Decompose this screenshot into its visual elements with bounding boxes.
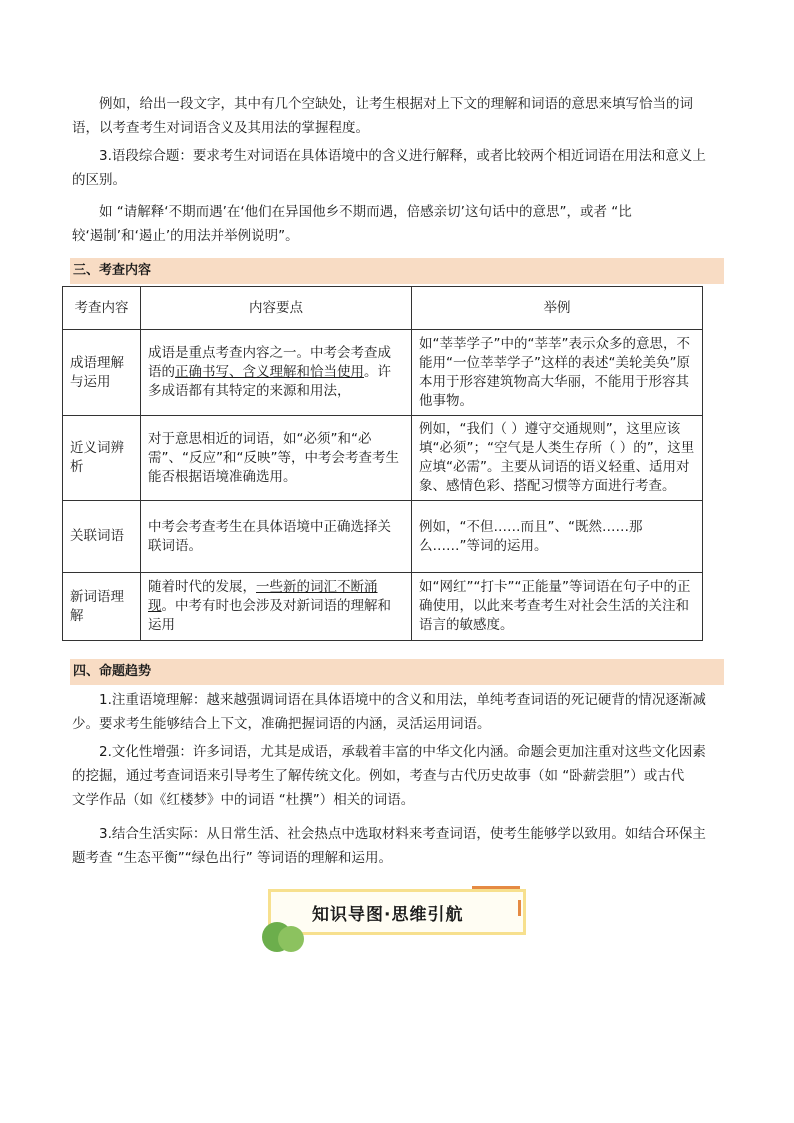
banner-title: 知识导图·思维引航 [312,905,464,925]
table-row [63,416,703,501]
header-cell: 考查内容 [63,287,141,330]
row-example: 例如，“我们（ ）遵守交通规则”，这里应该填“必须”；“空气是人类生存所（ ）的”，这里应填“必需”。主要从词语的语义轻重、适用对象、感情色彩、搭配习惯等方面进行考查。 [412,416,703,501]
trend-paragraph-2: 2.文化性增强：许多词语，尤其是成语，承载着丰富的中华文化内涵。命题会更加注重对这些文化因素 的挖掘，通过考查词语来引导考生了解传统文化。例如，考查与古代历史故事（如 “卧薪尝胆”）或古代 文学作品（如《红楼梦》中的词语 “杜撰”）相关的词语。 [72,744,706,808]
header-cell: 举例 [412,287,703,330]
banner-accent-line [472,886,520,889]
header-cell: 内容要点 [141,287,412,330]
hill-icon [278,926,304,952]
row-example: 如“网红”“打卡”“正能量”等词语在句子中的正确使用，以此来考查考生对社会生活的关注和语言的敏感度。 [412,573,703,641]
intro-paragraph-3: 如 “请解释‘不期而遇’在‘他们在异国他乡不期而遇，倍感亲切’这句话中的意思”，或者 “比 较‘遏制’和‘遏止’的用法并举例说明”。 [72,204,632,244]
underlined-text: 一些新的词汇不断涌现 [148,579,378,614]
table-row [63,330,703,416]
table-row [63,573,703,641]
row-name: 成语理解与运用 [63,330,141,416]
section-heading-4: 四、命题趋势 [70,659,724,685]
row-point: 随着时代的发展，一些新的词汇不断涌现。中考有时也会涉及对新词语的理解和运用 [141,573,412,641]
intro-paragraph-2: 3.语段综合题：要求考生对词语在具体语境中的含义进行解释，或者比较两个相近词语在用法和意义上 的区别。 [72,148,706,188]
row-name: 关联词语 [63,501,141,573]
intro-paragraph-1: 例如，给出一段文字，其中有几个空缺处，让考生根据对上下文的理解和词语的意思来填写恰当的词 语，以考查考生对词语含义及其用法的掌握程度。 [72,96,693,136]
trend-paragraph-1: 1.注重语境理解：越来越强调词语在具体语境中的含义和用法，单纯考查词语的死记硬背的情况逐渐减 少。要求考生能够结合上下文，准确把握词语的内涵，灵活运用词语。 [72,692,706,732]
table-header-row [63,287,703,330]
mindmap-banner [262,886,528,940]
row-point: 中考会考查考生在具体语境中正确选择关联词语。 [141,501,412,573]
row-name: 近义词辨析 [63,416,141,501]
section-heading-3: 三、考查内容 [70,258,724,284]
exam-content-table [62,286,703,641]
banner-accent-line [518,900,521,916]
row-name: 新词语理解 [63,573,141,641]
underlined-text: 正确书写、含义理解和恰当使用 [175,364,364,380]
row-point: 对于意思相近的词语，如“必须”和“必需”、“反应”和“反映”等，中考会考查考生能否根据语境准确选用。 [141,416,412,501]
trend-paragraph-3: 3.结合生活实际：从日常生活、社会热点中选取材料来考查词语，使考生能够学以致用。如结合环保主 题考查 “生态平衡”“绿色出行” 等词语的理解和运用。 [72,826,706,866]
table-row [63,501,703,573]
row-point: 成语是重点考查内容之一。中考会考查成语的正确书写、含义理解和恰当使用。许多成语都有其特定的来源和用法， [141,330,412,416]
row-example: 如“莘莘学子”中的“莘莘”表示众多的意思，不能用“一位莘莘学子”这样的表述“美轮美奂”原本用于形容建筑物高大华丽，不能用于形容其他事物。 [412,330,703,416]
row-example: 例如，“不但……而且”、“既然……那么……”等词的运用。 [412,501,703,573]
